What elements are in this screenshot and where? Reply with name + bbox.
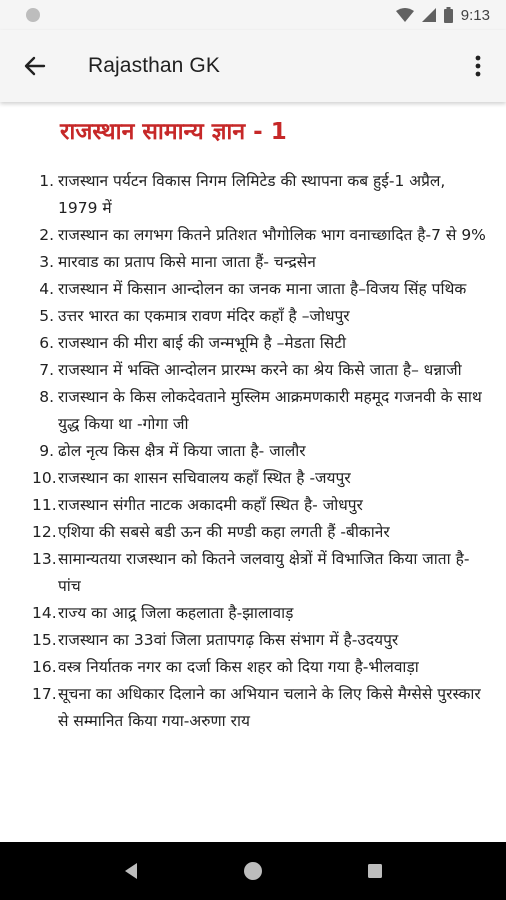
list-item xyxy=(32,330,486,357)
list-item xyxy=(32,492,486,519)
list-item xyxy=(32,384,486,438)
list-item xyxy=(32,627,486,654)
list-item xyxy=(32,222,486,249)
status-time: 9:13 xyxy=(460,6,490,24)
list-item xyxy=(32,546,486,600)
list-item-number: 2. xyxy=(39,226,54,244)
list-item-number: 17. xyxy=(32,685,57,703)
list-item-number: 8. xyxy=(39,388,54,406)
system-nav-bar xyxy=(0,842,506,900)
article-content[interactable] xyxy=(0,102,506,842)
list-item xyxy=(32,249,486,276)
list-item xyxy=(32,438,486,465)
list-item xyxy=(32,303,486,330)
list-item-text: वस्त्र निर्यातक नगर का दर्जा किस शहर को दिया गया है-भीलवाड़ा xyxy=(58,658,419,676)
list-item-number: 12. xyxy=(32,523,57,541)
list-item-text: राजस्थान का शासन सचिवालय कहाँ स्थित है -जयपुर xyxy=(58,469,351,487)
list-item-text: राज्य का आद्र्र जिला कहलाता है-झालावाड़ xyxy=(58,604,294,622)
list-item-text: राजस्थान में भक्ति आन्दोलन प्रारम्भ करने का श्रेय किसे जाता है– धन्नाजी xyxy=(58,361,462,379)
list-item-number: 4. xyxy=(39,280,54,298)
nav-home-button[interactable] xyxy=(233,851,273,891)
list-item-number: 3. xyxy=(39,253,54,271)
battery-icon xyxy=(444,7,453,23)
list-item-text: उत्तर भारत का एकमात्र रावण मंदिर कहाँ है –जोधपुर xyxy=(58,307,350,325)
list-item-text: राजस्थान का 33वां जिला प्रतापगढ़ किस संभाग में है-उदयपुर xyxy=(58,631,399,649)
list-item xyxy=(32,681,486,735)
list-item-number: 1. xyxy=(39,172,54,190)
list-item-number: 7. xyxy=(39,361,54,379)
list-item xyxy=(32,276,486,303)
list-item-number: 14. xyxy=(32,604,57,622)
question-list xyxy=(32,168,486,735)
list-item xyxy=(32,357,486,384)
list-item-text: मारवाड का प्रताप किसे माना जाता हैं- चन्द्रसेन xyxy=(58,253,316,271)
nav-back-button[interactable] xyxy=(111,851,151,891)
list-item xyxy=(32,654,486,681)
nav-recents-button[interactable] xyxy=(355,851,395,891)
signal-icon xyxy=(422,8,436,22)
list-item xyxy=(32,465,486,492)
more-vert-icon xyxy=(475,55,481,77)
list-item-number: 5. xyxy=(39,307,54,325)
page-title: राजस्थान सामान्य ज्ञान - 1 xyxy=(60,119,287,145)
wifi-icon xyxy=(396,8,414,22)
list-item-number: 15. xyxy=(32,631,57,649)
app-bar xyxy=(0,30,506,102)
list-item-number: 16. xyxy=(32,658,57,676)
list-item-text: राजस्थान संगीत नाटक अकादमी कहाँ स्थित है- जोधपुर xyxy=(58,496,363,514)
list-item-text: राजस्थान पर्यटन विकास निगम लिमिटेड की स्थापना कब हुई-1 अप्रैल, 1979 में xyxy=(58,172,446,217)
list-item xyxy=(32,600,486,627)
status-bar xyxy=(0,0,506,30)
list-item-text: राजस्थान के किस लोकदेवताने मुस्लिम आक्रमणकारी महमूद गजनवी के साथ युद्ध किया था -गोगा जी xyxy=(58,388,482,433)
list-item xyxy=(32,519,486,546)
list-item-number: 6. xyxy=(39,334,54,352)
list-item-number: 10. xyxy=(32,469,57,487)
list-item-number: 13. xyxy=(32,550,57,568)
back-button[interactable] xyxy=(20,51,50,81)
app-title: Rajasthan GK xyxy=(88,54,220,77)
status-icons xyxy=(396,7,490,24)
list-item-text: एशिया की सबसे बडी ऊन की मण्डी कहा लगती हैं -बीकानेर xyxy=(58,523,390,541)
list-item-text: राजस्थान की मीरा बाई की जन्मभूमि है –मेडता सिटी xyxy=(58,334,347,352)
home-circle-icon xyxy=(242,860,264,882)
list-item-text: सूचना का अधिकार दिलाने का अभियान चलाने के लिए किसे मैग्सेसे पुरस्कार से सम्मानित किया गया-अरुणा राय xyxy=(58,685,481,730)
list-item-text: ढोल नृत्य किस क्षैत्र में किया जाता है- जालौर xyxy=(58,442,306,460)
list-item-text: सामान्यतया राजस्थान को कितने जलवायु क्षेत्रों में विभाजित किया जाता है-पांच xyxy=(58,550,470,595)
list-item-text: राजस्थान में किसान आन्दोलन का जनक माना जाता है–विजय सिंह पथिक xyxy=(58,280,467,298)
recents-square-icon xyxy=(367,863,383,879)
list-item-number: 9. xyxy=(39,442,54,460)
list-item xyxy=(32,168,486,222)
arrow-back-icon xyxy=(24,55,46,77)
notification-dot-icon xyxy=(26,8,40,22)
back-triangle-icon xyxy=(123,862,139,880)
list-item-number: 11. xyxy=(32,496,57,514)
list-item-text: राजस्थान का लगभग कितने प्रतिशत भौगोलिक भाग वनाच्छादित है-7 से 9% xyxy=(58,226,486,244)
overflow-menu-button[interactable] xyxy=(464,52,492,80)
